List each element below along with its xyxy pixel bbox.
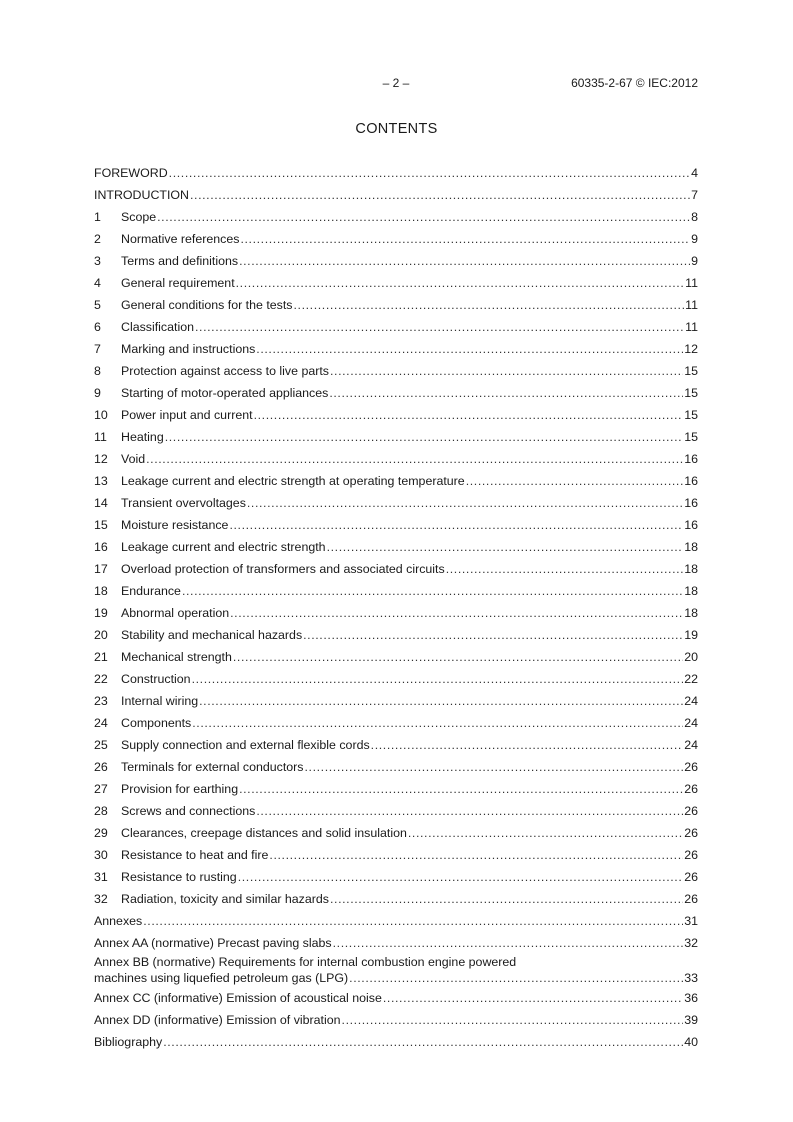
toc-entry-page: 26 [684, 870, 698, 884]
toc-entry[interactable] [94, 844, 698, 866]
toc-entry[interactable] [94, 712, 698, 734]
page-header [94, 76, 698, 92]
toc-entry-number: 12 [94, 452, 108, 466]
toc-entry-page: 7 [691, 188, 698, 202]
toc-entry-label: Internal wiring [121, 694, 199, 708]
toc-entry-page: 26 [684, 826, 698, 840]
toc-entry-label: Protection against access to live parts [121, 364, 329, 378]
toc-entry-page: 18 [684, 562, 698, 576]
toc-entry[interactable] [94, 162, 698, 184]
toc-entry-number: 20 [94, 628, 108, 642]
toc-entry-page: 12 [684, 342, 698, 356]
toc-entry-page: 16 [684, 496, 698, 510]
toc-entry-label: Radiation, toxicity and similar hazards [121, 892, 329, 906]
toc-leader-dots [330, 360, 683, 382]
toc-entry-page: 40 [684, 1035, 698, 1049]
toc-entry-page: 11 [685, 298, 698, 312]
toc-leader-dots [408, 822, 683, 844]
toc-leader-dots [157, 206, 690, 228]
toc-entry-label: Screws and connections [121, 804, 256, 818]
toc-entry-label: Construction [121, 672, 191, 686]
toc-entry-number: 15 [94, 518, 108, 532]
toc-entry[interactable] [94, 294, 698, 316]
toc-entry-page: 22 [684, 672, 698, 686]
toc-entry-page: 8 [691, 210, 698, 224]
toc-entry[interactable] [94, 514, 698, 536]
toc-entry-page: 16 [684, 518, 698, 532]
toc-entry-page: 18 [684, 606, 698, 620]
toc-entry-page: 18 [684, 540, 698, 554]
toc-entry-page: 26 [684, 804, 698, 818]
toc-entry[interactable] [94, 206, 698, 228]
toc-leader-dots [349, 968, 683, 988]
toc-entry[interactable] [94, 228, 698, 250]
toc-leader-dots [199, 690, 683, 712]
toc-leader-dots [238, 866, 684, 888]
toc-entry-number: 26 [94, 760, 108, 774]
toc-entry-page: 15 [684, 364, 698, 378]
toc-entry-number: 6 [94, 320, 101, 334]
toc-leader-dots [327, 536, 684, 558]
toc-leader-dots [239, 778, 683, 800]
toc-entry-label: Components [121, 716, 192, 730]
toc-entry[interactable] [94, 470, 698, 492]
toc-entry-label: General conditions for the tests [121, 298, 293, 312]
toc-entry-page: 9 [691, 232, 698, 246]
toc-entry-label: Leakage current and electric strength at operating temperature [121, 474, 465, 488]
toc-entry-label: Annex BB (normative) Requirements for internal combustion engine powered [94, 955, 517, 969]
toc-entry-label: Terminals for external conductors [121, 760, 304, 774]
toc-entry-page: 36 [684, 991, 698, 1005]
toc-leader-dots [371, 734, 684, 756]
toc-entry-number: 27 [94, 782, 108, 796]
toc-entry[interactable] [94, 822, 698, 844]
toc-entry-label: Overload protection of transformers and associated circuits [121, 562, 445, 576]
toc-entry[interactable] [94, 954, 698, 987]
toc-entry-number: 19 [94, 606, 108, 620]
toc-leader-dots [236, 272, 684, 294]
toc-entry-label-continued: machines using liquefied petroleum gas (LPG) [94, 971, 349, 985]
toc-entry-page: 15 [684, 430, 698, 444]
toc-entry-page: 39 [684, 1013, 698, 1027]
toc-entry[interactable] [94, 734, 698, 756]
toc-entry-label: Scope [121, 210, 157, 224]
toc-entry[interactable] [94, 1031, 698, 1053]
toc-entry[interactable] [94, 888, 698, 910]
toc-entry[interactable] [94, 1009, 698, 1031]
toc-leader-dots [446, 558, 684, 580]
toc-entry-label: Bibliography [94, 1035, 163, 1049]
toc-entry[interactable] [94, 338, 698, 360]
toc-entry-number: 16 [94, 540, 108, 554]
toc-entry-page: 16 [684, 452, 698, 466]
toc-entry-number: 8 [94, 364, 101, 378]
toc-entry[interactable] [94, 492, 698, 514]
toc-entry-label: Normative references [121, 232, 240, 246]
toc-leader-dots [330, 888, 683, 910]
toc-entry[interactable] [94, 624, 698, 646]
toc-entry-page: 24 [684, 694, 698, 708]
toc-leader-dots [190, 184, 690, 206]
toc-entry-page: 26 [684, 848, 698, 862]
toc-entry-line2 [94, 968, 698, 986]
toc-entry-number: 23 [94, 694, 108, 708]
toc-entry-label: General requirement [121, 276, 235, 290]
toc-entry-label: Supply connection and external flexible cords [121, 738, 370, 752]
toc-entry-label: Annex AA (normative) Precast paving slabs [94, 936, 332, 950]
toc-entry-number: 22 [94, 672, 108, 686]
toc-entry-number: 7 [94, 342, 101, 356]
toc-entry-label: Power input and current [121, 408, 253, 422]
toc-entry-label: Stability and mechanical hazards [121, 628, 303, 642]
toc-entry[interactable] [94, 272, 698, 294]
table-of-contents [94, 162, 698, 1053]
toc-entry[interactable] [94, 382, 698, 404]
toc-entry-page: 32 [684, 936, 698, 950]
toc-entry-number: 14 [94, 496, 108, 510]
toc-leader-dots [239, 250, 690, 272]
toc-entry-label: Classification [121, 320, 194, 334]
toc-leader-dots [383, 987, 683, 1009]
toc-entry-page: 9 [691, 254, 698, 268]
toc-entry-label: Provision for earthing [121, 782, 239, 796]
toc-entry[interactable] [94, 448, 698, 470]
toc-leader-dots [269, 844, 683, 866]
toc-entry[interactable] [94, 690, 698, 712]
toc-leader-dots [254, 404, 684, 426]
toc-leader-dots [256, 338, 683, 360]
toc-leader-dots [294, 294, 685, 316]
toc-entry-label: Heating [121, 430, 164, 444]
toc-entry-page: 31 [684, 914, 698, 928]
toc-entry-number: 13 [94, 474, 108, 488]
toc-entry[interactable] [94, 360, 698, 382]
toc-entry[interactable] [94, 987, 698, 1009]
toc-entry-page: 20 [684, 650, 698, 664]
toc-entry-label: INTRODUCTION [94, 188, 189, 202]
toc-leader-dots [240, 228, 690, 250]
toc-entry-label: Mechanical strength [121, 650, 232, 664]
toc-entry-label: Transient overvoltages [121, 496, 246, 510]
toc-entry-page: 15 [684, 408, 698, 422]
toc-entry[interactable] [94, 184, 698, 206]
toc-entry-page: 4 [691, 166, 698, 180]
toc-entry-number: 21 [94, 650, 108, 664]
toc-entry-number: 30 [94, 848, 108, 862]
toc-entry-page: 24 [684, 738, 698, 752]
toc-entry-label: Annexes [94, 914, 143, 928]
document-id: 60335-2-67 © IEC:2012 [571, 76, 698, 90]
toc-entry-page: 11 [685, 320, 698, 334]
toc-entry-number: 24 [94, 716, 108, 730]
toc-entry-number: 32 [94, 892, 108, 906]
toc-entry-label: Abnormal operation [121, 606, 230, 620]
toc-leader-dots [143, 910, 683, 932]
toc-entry-label: Clearances, creepage distances and solid insulation [121, 826, 407, 840]
toc-leader-dots [192, 668, 684, 690]
toc-entry-page: 26 [684, 760, 698, 774]
toc-entry[interactable] [94, 778, 698, 800]
toc-entry[interactable] [94, 800, 698, 822]
toc-entry-number: 2 [94, 232, 101, 246]
toc-leader-dots [247, 492, 683, 514]
toc-entry-number: 10 [94, 408, 108, 422]
toc-entry-number: 1 [94, 210, 101, 224]
toc-entry-label: Moisture resistance [121, 518, 229, 532]
toc-entry-page: 33 [684, 971, 698, 985]
toc-leader-dots [192, 712, 683, 734]
toc-entry[interactable] [94, 404, 698, 426]
toc-entry[interactable] [94, 866, 698, 888]
toc-entry-label: Starting of motor-operated appliances [121, 386, 329, 400]
toc-entry-number: 29 [94, 826, 108, 840]
toc-leader-dots [333, 932, 684, 954]
toc-entry-page: 18 [684, 584, 698, 598]
toc-entry-number: 5 [94, 298, 101, 312]
toc-entry-label: Annex DD (informative) Emission of vibration [94, 1013, 341, 1027]
toc-entry-page: 19 [684, 628, 698, 642]
toc-leader-dots [329, 382, 683, 404]
toc-entry-number: 31 [94, 870, 108, 884]
toc-entry-label: Annex CC (informative) Emission of acoustical noise [94, 991, 382, 1005]
toc-entry-label: Marking and instructions [121, 342, 256, 356]
toc-leader-dots [230, 602, 683, 624]
toc-entry[interactable] [94, 932, 698, 954]
toc-entry[interactable] [94, 558, 698, 580]
toc-entry[interactable] [94, 580, 698, 602]
toc-entry[interactable] [94, 536, 698, 558]
toc-leader-dots [342, 1009, 684, 1031]
toc-leader-dots [165, 426, 683, 448]
toc-leader-dots [233, 646, 683, 668]
toc-entry-label: FOREWORD [94, 166, 168, 180]
toc-entry-number: 9 [94, 386, 101, 400]
toc-entry[interactable] [94, 756, 698, 778]
toc-entry-number: 28 [94, 804, 108, 818]
toc-entry-number: 18 [94, 584, 108, 598]
toc-entry-label: Terms and definitions [121, 254, 239, 268]
toc-entry[interactable] [94, 316, 698, 338]
toc-entry-page: 15 [684, 386, 698, 400]
toc-entry-number: 3 [94, 254, 101, 268]
toc-entry-label: Resistance to rusting [121, 870, 237, 884]
toc-entry[interactable] [94, 250, 698, 272]
toc-entry[interactable] [94, 602, 698, 624]
toc-leader-dots [182, 580, 683, 602]
page-number: – 2 – [382, 76, 410, 90]
toc-leader-dots [256, 800, 683, 822]
toc-entry[interactable] [94, 426, 698, 448]
toc-entry-page: 26 [684, 782, 698, 796]
toc-entry-page: 11 [685, 276, 698, 290]
toc-entry-page: 26 [684, 892, 698, 906]
page-title: CONTENTS [355, 121, 438, 137]
toc-leader-dots [466, 470, 684, 492]
toc-leader-dots [303, 624, 683, 646]
toc-entry-label: Endurance [121, 584, 181, 598]
toc-entry-page: 16 [684, 474, 698, 488]
toc-entry-number: 4 [94, 276, 101, 290]
toc-entry[interactable] [94, 668, 698, 690]
toc-leader-dots [305, 756, 684, 778]
toc-entry-number: 25 [94, 738, 108, 752]
toc-leader-dots [163, 1031, 683, 1053]
toc-entry[interactable] [94, 910, 698, 932]
toc-leader-dots [146, 448, 683, 470]
toc-leader-dots [229, 514, 683, 536]
toc-leader-dots [195, 316, 684, 338]
toc-entry-label: Void [121, 452, 146, 466]
toc-entry-number: 17 [94, 562, 108, 576]
toc-leader-dots [169, 162, 690, 184]
toc-entry-label: Resistance to heat and fire [121, 848, 269, 862]
toc-entry[interactable] [94, 646, 698, 668]
toc-entry-label: Leakage current and electric strength [121, 540, 326, 554]
toc-entry-number: 11 [94, 430, 107, 444]
toc-entry-page: 24 [684, 716, 698, 730]
